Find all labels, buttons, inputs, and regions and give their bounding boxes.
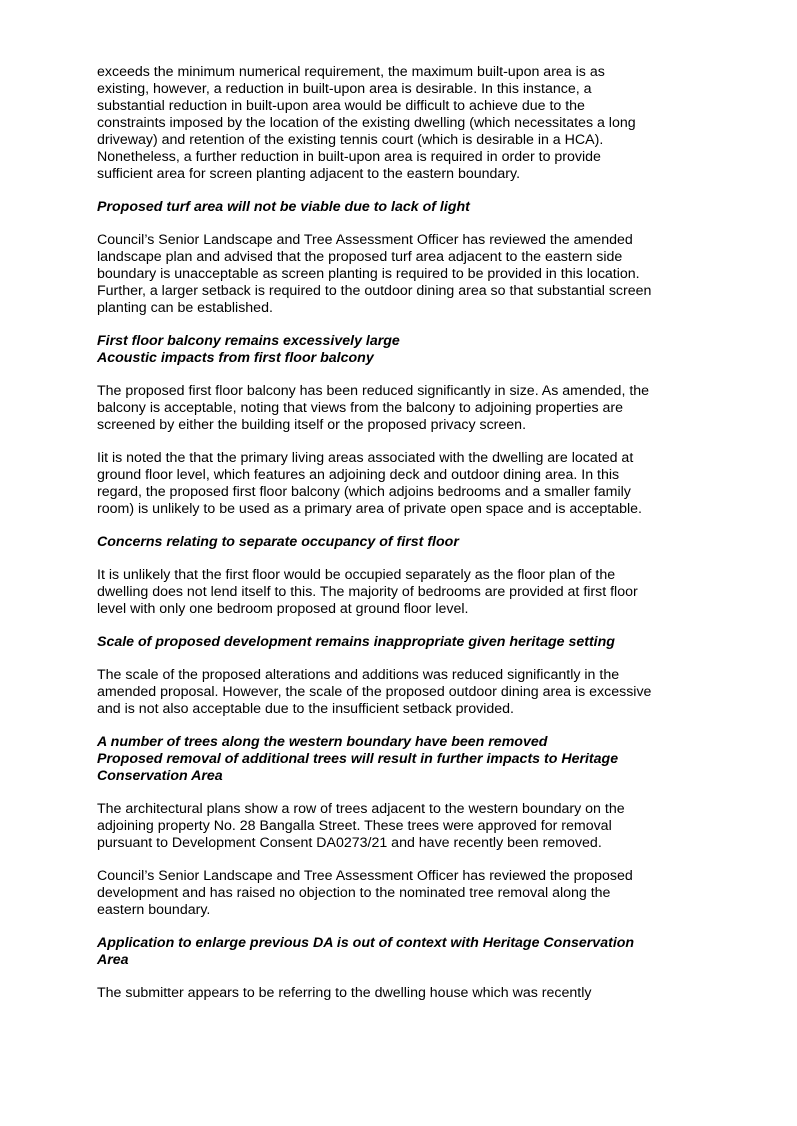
text-line: amended proposal. However, the scale of the proposed outdoor dining area is excessive <box>97 684 652 700</box>
heading-line: Area <box>97 952 129 968</box>
text-line: sufficient area for screen planting adjacent to the eastern boundary. <box>97 166 521 182</box>
heading-line: Conservation Area <box>97 768 223 784</box>
heading-line: Scale of proposed development remains inappropriate given heritage setting <box>97 634 615 650</box>
heading-turf-area <box>97 199 687 216</box>
heading-line: A number of trees along the western boundary have been removed <box>97 734 548 750</box>
text-line: landscape plan and advised that the proposed turf area adjacent to the eastern side <box>97 249 623 265</box>
text-line: ground floor level, which features an adjoining deck and outdoor dining area. In this <box>97 467 620 483</box>
heading-trees-removed <box>97 734 687 785</box>
text-line: development and has raised no objection to the nominated tree removal along the <box>97 885 611 901</box>
paragraph-architectural-plans <box>97 801 687 852</box>
text-line: Nonetheless, a further reduction in built-upon area is required in order to provide <box>97 149 601 165</box>
text-line: Council’s Senior Landscape and Tree Assessment Officer has reviewed the amended <box>97 232 633 248</box>
heading-line: Proposed turf area will not be viable due to lack of light <box>97 199 470 215</box>
heading-line: Proposed removal of additional trees will result in further impacts to Heritage <box>97 751 619 767</box>
paragraph-balcony-reduced <box>97 383 687 434</box>
text-line: balcony is acceptable, noting that views from the balcony to adjoining properties are <box>97 400 624 416</box>
text-line: level with only one bedroom proposed at ground floor level. <box>97 601 469 617</box>
text-line: The proposed first floor balcony has been reduced significantly in size. As amended, the <box>97 383 650 399</box>
heading-first-floor-balcony <box>97 333 687 367</box>
heading-line: Concerns relating to separate occupancy of first floor <box>97 534 459 550</box>
heading-scale-heritage <box>97 634 687 651</box>
text-line: The scale of the proposed alterations and additions was reduced significantly in the <box>97 667 620 683</box>
heading-line: Acoustic impacts from first floor balcony <box>97 350 374 366</box>
paragraph-scale-reduced <box>97 667 687 718</box>
text-line: eastern boundary. <box>97 902 211 918</box>
text-line: exceeds the minimum numerical requirement, the maximum built-upon area is as <box>97 64 605 80</box>
heading-separate-occupancy <box>97 534 687 551</box>
text-line: The architectural plans show a row of trees adjacent to the western boundary on the <box>97 801 625 817</box>
paragraph-submitter-dwelling <box>97 985 687 1002</box>
heading-line: Application to enlarge previous DA is out of context with Heritage Conservation <box>97 935 635 951</box>
text-line: substantial reduction in built-upon area would be difficult to achieve due to the <box>97 98 585 114</box>
text-line: adjoining property No. 28 Bangalla Street. These trees were approved for removal <box>97 818 612 834</box>
text-line: existing, however, a reduction in built-upon area is desirable. In this instance, a <box>97 81 592 97</box>
text-line: Council’s Senior Landscape and Tree Assessment Officer has reviewed the proposed <box>97 868 633 884</box>
text-line: It is unlikely that the first floor would be occupied separately as the floor plan of the <box>97 567 616 583</box>
text-line: Iit is noted the that the primary living areas associated with the dwelling are located at <box>97 450 634 466</box>
text-line: boundary is unacceptable as screen planting is required to be provided in this location. <box>97 266 640 282</box>
text-line: Further, a larger setback is required to the outdoor dining area so that substantial screen <box>97 283 652 299</box>
text-line: and is not also acceptable due to the insufficient setback provided. <box>97 701 514 717</box>
paragraph-built-upon-area <box>97 64 687 183</box>
document-page <box>97 64 687 1002</box>
text-line: The submitter appears to be referring to the dwelling house which was recently <box>97 985 592 1001</box>
text-line: pursuant to Development Consent DA0273/21 and have recently been removed. <box>97 835 602 851</box>
text-line: driveway) and retention of the existing tennis court (which is desirable in a HCA). <box>97 132 604 148</box>
paragraph-landscape-officer <box>97 232 687 317</box>
text-line: planting can be established. <box>97 300 273 316</box>
text-line: room) is unlikely to be used as a primary area of private open space and is acceptable. <box>97 501 642 517</box>
text-line: regard, the proposed first floor balcony (which adjoins bedrooms and a smaller family <box>97 484 631 500</box>
text-line: screened by either the building itself or the proposed privacy screen. <box>97 417 527 433</box>
heading-enlarge-previous-da <box>97 935 687 969</box>
paragraph-tree-removal-no-objection <box>97 868 687 919</box>
paragraph-living-areas <box>97 450 687 518</box>
text-line: constraints imposed by the location of the existing dwelling (which necessitates a long <box>97 115 636 131</box>
heading-line: First floor balcony remains excessively large <box>97 333 400 349</box>
paragraph-first-floor-occupancy <box>97 567 687 618</box>
text-line: dwelling does not lend itself to this. The majority of bedrooms are provided at first floor <box>97 584 638 600</box>
